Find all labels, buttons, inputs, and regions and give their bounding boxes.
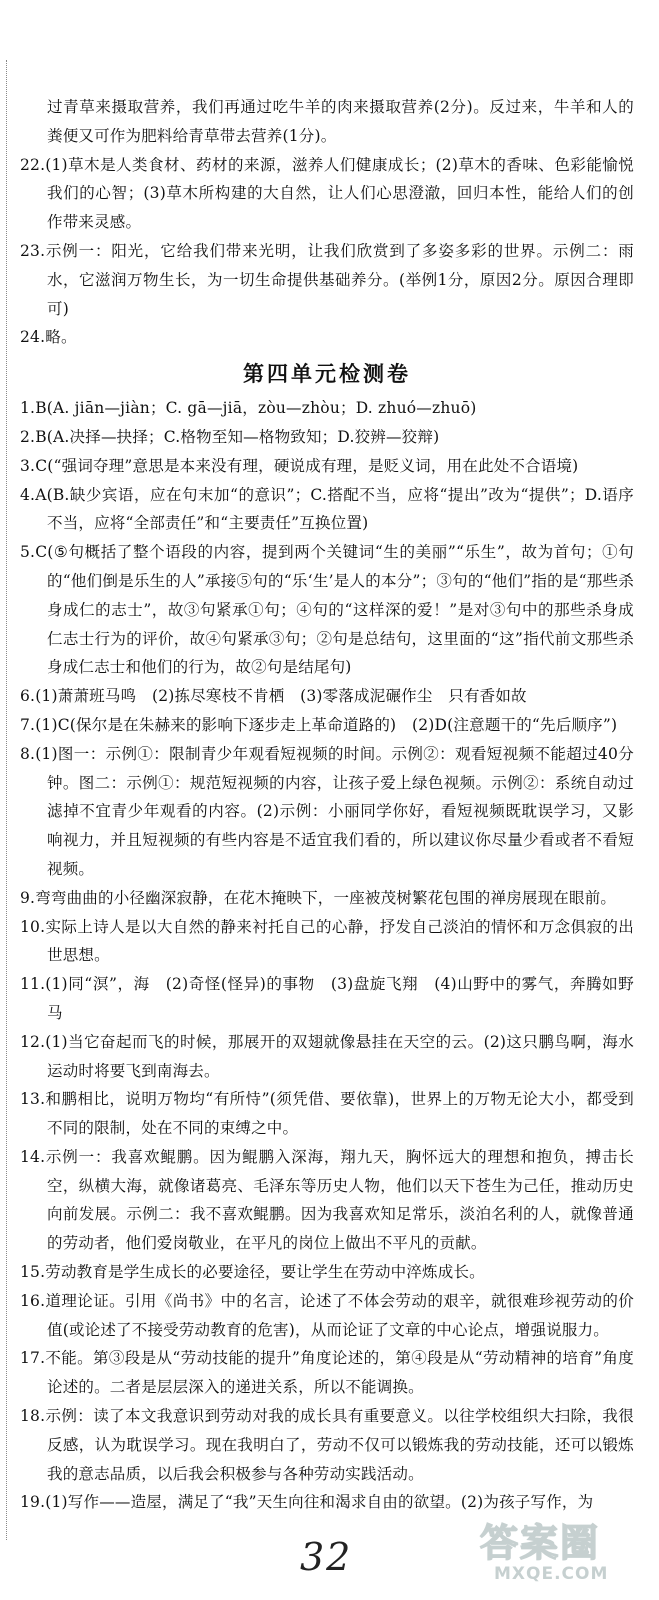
answer-item: 4.A(B.缺少宾语，应在句末加“的意识”；C.搭配不当，应将“提出”改为“提供”；D.语序不当，应将“全部责任”和“主要责任”互换位置) bbox=[20, 485, 634, 533]
answer-item: 9.弯弯曲曲的小径幽深寂静，在花木掩映下，一座被茂树繁花包围的禅房展现在眼前。 bbox=[20, 888, 617, 907]
answer-item: 13.和鹏相比，说明万物均“有所恃”(须凭借、要依靠)，世界上的万物无论大小，都受到不同的限制，处在不同的束缚之中。 bbox=[20, 1090, 634, 1138]
answer-item: 19.(1)写作——造屋，满足了“我”天生向往和渴求自由的欲望。(2)为孩子写作，为 bbox=[20, 1493, 594, 1512]
watermark-text: 答案圈 bbox=[480, 1521, 601, 1565]
answer-item: 12.(1)当它奋起而飞的时候，那展开的双翅就像悬挂在天空的云。(2)这只鹏鸟啊，海水运动时将要飞到南海去。 bbox=[20, 1032, 634, 1080]
answer-item: 8.(1)图一：示例①：限制青少年观看短视频的时间。示例②：观看短视频不能超过40分钟。图二：示例①：规范短视频的内容，让孩子爱上绿色视频。示例②：系统自动过滤掉不宜青少年观看的内容。(2)示例：小丽同学你好，看短视频既耽误学习，又影响视力，并且短视频的有些内容是不适宜我们看的，所以建议你尽量少看或者不看短视频。 bbox=[20, 744, 634, 878]
answer-item: 6.(1)萧萧班马鸣 (2)拣尽寒枝不肯栖 (3)零落成泥碾作尘 只有香如故 bbox=[20, 687, 527, 706]
continued-answer: 过青草来摄取营养，我们再通过吃牛羊的肉来摄取营养(2分)。反过来，牛羊和人的粪便又可作为肥料给青草带去营养(1分)。 bbox=[47, 98, 634, 145]
answer-item: 11.(1)同“溟”，海 (2)奇怪(怪异)的事物 (3)盘旋飞翔 (4)山野中的雾气，奔腾如野马 bbox=[20, 975, 634, 1022]
answer-item: 22.(1)草木是人类食材、药材的来源，滋养人们健康成长；(2)草木的香味、色彩能愉悦我们的心智；(3)草木所构建的大自然，让人们心思澄澈，回归本性，能给人们的创作带来灵感。 bbox=[20, 155, 634, 232]
answer-item: 7.(1)C(保尔是在朱赫来的影响下逐步走上革命道路的) (2)D(注意题干的“先后顺序”) bbox=[20, 715, 618, 734]
answer-item: 1.B(A. jiān—jiàn；C. gā—jiā，zòu—zhòu；D. zhuó—zhuō) bbox=[20, 399, 477, 418]
answer-item: 3.C(“强词夺理”意思是本来没有理，硬说成有理，是贬义词，用在此处不合语境) bbox=[20, 456, 579, 475]
answer-item: 2.B(A.决择—抉择；C.格物至知—格物致知；D.狡辨—狡辩) bbox=[20, 427, 440, 446]
answer-item: 18.示例：读了本文我意识到劳动对我的成长具有重要意义。以往学校组织大扫除，我很反感，认为耽误学习。现在我明白了，劳动不仅可以锻炼我的劳动技能，还可以锻炼我的意志品质，以后我会积极参与各种劳动实践活动。 bbox=[20, 1407, 634, 1483]
answer-item: 16.道理论证。引用《尚书》中的名言，论述了不体会劳动的艰辛，就很难珍视劳动的价值(或论述了不接受劳动教育的危害)，从而论证了文章的中心论点，增强说服力。 bbox=[20, 1291, 634, 1339]
answer-content bbox=[20, 93, 634, 1517]
answer-item: 15.劳动教育是学生成长的必要途径，要让学生在劳动中淬炼成长。 bbox=[20, 1263, 485, 1282]
page-number: 32 bbox=[300, 1535, 353, 1579]
answer-item: 14.示例一：我喜欢鲲鹏。因为鲲鹏入深海，翔九天，胸怀远大的理想和抱负，搏击长空，纵横大海，就像诸葛亮、毛泽东等历史人物，他们以天下苍生为己任，推动历史向前发展。示例二：我不喜欢鲲鹏。因为我喜欢知足常乐，淡泊名利的人，就像普通的劳动者，他们爱岗敬业，在平凡的岗位上做出不平凡的贡献。 bbox=[20, 1147, 634, 1253]
binding-margin-dots bbox=[6, 60, 7, 1540]
answer-item: 24.略。 bbox=[20, 328, 77, 347]
answer-item: 5.C(⑤句概括了整个语段的内容，提到两个关键词“生的美丽”“乐生”，故为首句；①句的“他们倒是乐生的人”承接⑤句的“乐‘生’是人的本分”；③句的“他们”指的是“那些杀身成仁的志士”，故③句紧承①句；④句的“这样深的爱！”是对③句中的那些杀身成仁志士行为的评价，故④句紧承③句；②句是总结句，这里面的“这”指代前文那些杀身成仁志士和他们的行为，故②句是结尾句) bbox=[20, 543, 634, 677]
answer-item: 10.实际上诗人是以大自然的静来衬托自己的心静，抒发自己淡泊的情怀和万念俱寂的出世思想。 bbox=[20, 917, 634, 965]
watermark-logo bbox=[480, 1512, 650, 1592]
watermark-url: MXQE.COM bbox=[494, 1564, 609, 1584]
answer-item: 17.不能。第③段是从“劳动技能的提升”角度论述的，第④段是从“劳动精神的培育”角度论述的。二者是层层深入的递进关系，所以不能调换。 bbox=[20, 1349, 634, 1397]
section-title: 第四单元检测卷 bbox=[243, 362, 411, 387]
answer-item: 23.示例一：阳光，它给我们带来光明，让我们欣赏到了多姿多彩的世界。示例二：雨水，它滋润万物生长，为一切生命提供基础养分。(举例1分，原因2分。原因合理即可) bbox=[20, 241, 634, 318]
